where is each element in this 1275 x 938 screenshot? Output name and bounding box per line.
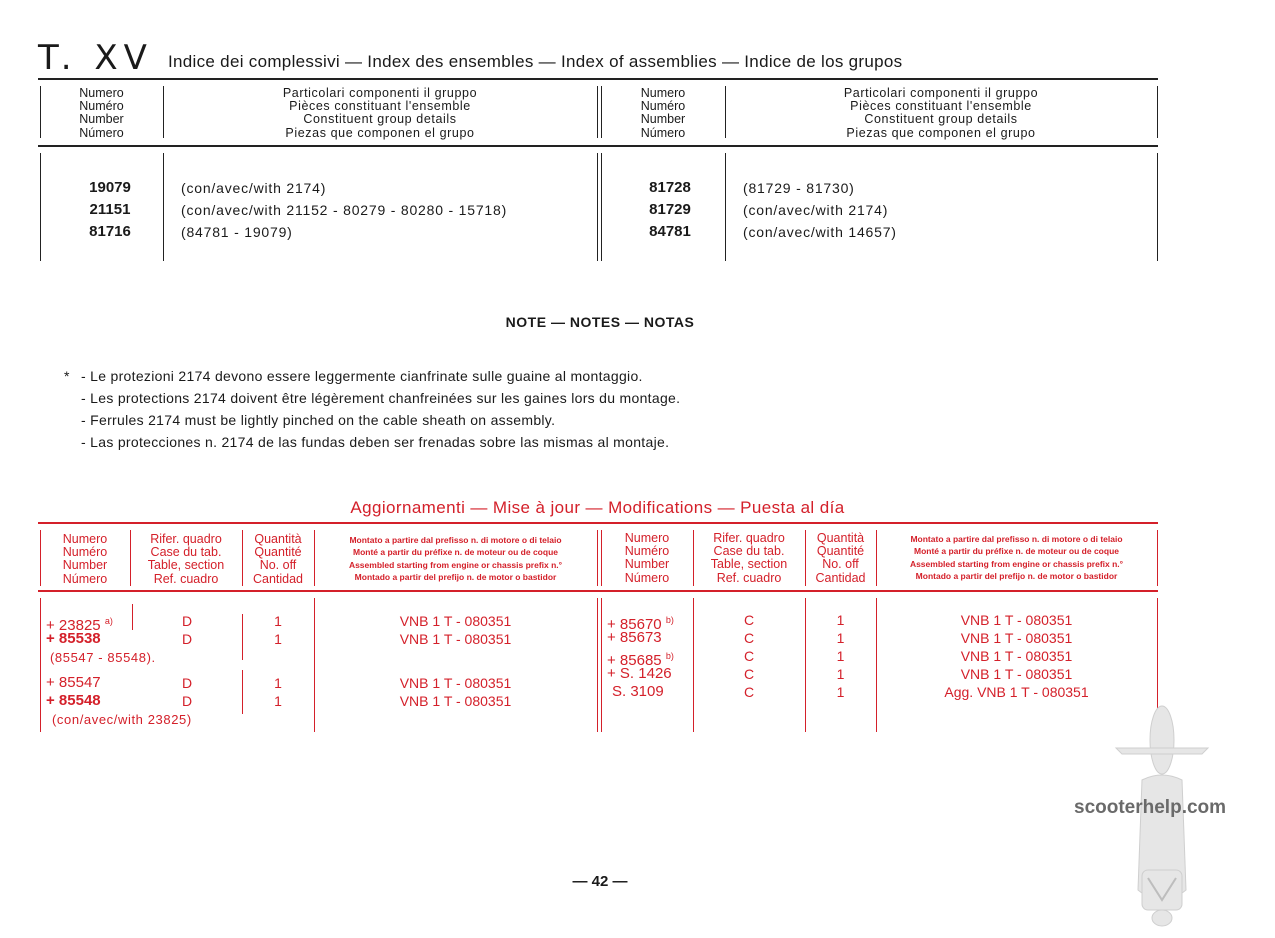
- table-row: + 85685 $^{b)}$: [607, 651, 674, 669]
- header-details-left: Particolari componenti il gruppo Pièces constituant l'ensemble Constituent group details Piezas que componen el grupo: [282, 86, 478, 140]
- table-row: (85547 - 85548).: [50, 650, 156, 665]
- mod-header-number-left: Numero Numéro Number Número: [62, 532, 108, 586]
- table-cell: (con/avec/with 14657): [743, 224, 897, 240]
- header-number-right: Numero Numéro Number Número: [640, 86, 686, 140]
- note-line: - Les protections 2174 doivent être légèrement chanfreinées sur les gaines lors du montage.: [81, 390, 681, 406]
- table-cell: (81729 - 81730): [743, 180, 855, 196]
- table-row: 81729: [649, 201, 691, 218]
- table-cell: 1: [274, 631, 282, 647]
- page-title: Indice dei complessivi — Index des ensembles — Index of assemblies — Indice de los grupos: [168, 52, 903, 71]
- table-cell: VNB 1 T - 080351: [960, 630, 1073, 646]
- table-row: S. 3109: [612, 683, 664, 700]
- table-cell: VNB 1 T - 080351: [399, 613, 512, 629]
- index-left-numbers: [40, 177, 180, 243]
- table-cell: 1: [836, 666, 845, 682]
- table-cell: (con/avec/with 2174): [743, 202, 889, 218]
- table-cell: VNB 1 T - 080351: [960, 648, 1073, 664]
- table-row: + S. 1426: [607, 665, 672, 682]
- table-id: T. XV: [38, 38, 153, 78]
- table-row: + 85538: [46, 630, 101, 647]
- modifications-title: Aggiornamenti — Mise à jour — Modifications — Puesta al día: [350, 498, 845, 517]
- header-number-left: Numero Numéro Number Número: [79, 86, 124, 140]
- table-cell: Agg. VNB 1 T - 080351: [944, 684, 1089, 700]
- mod-header-ref-left: Rifer. quadro Case du tab. Table, section Ref. cuadro: [147, 532, 225, 586]
- table-cell: (84781 - 19079): [181, 224, 293, 240]
- table-row: 84781: [649, 223, 691, 240]
- watermark-text: scooterhelp.com: [1074, 797, 1227, 818]
- index-left-details: [181, 177, 507, 243]
- table-row: 21151: [89, 201, 131, 218]
- table-row: 81716: [89, 223, 131, 240]
- header-details-right: Particolari componenti il gruppo Pièces constituant l'ensemble Constituent group details Piezas que componen el grupo: [843, 86, 1039, 140]
- index-right-numbers: [601, 177, 739, 243]
- table-cell: VNB 1 T - 080351: [399, 631, 512, 647]
- mod-header-number-right: Numero Numéro Number Número: [624, 531, 670, 585]
- table-row: + 23825 $^{a)}$: [46, 616, 113, 634]
- table-cell: 1: [836, 630, 845, 646]
- note-line: - Las protecciones n. 2174 de las fundas deben ser frenadas sobre las mismas al montaje.: [81, 434, 670, 450]
- table-cell: VNB 1 T - 080351: [399, 693, 512, 709]
- table-cell: C: [743, 648, 755, 664]
- table-row: + 85670 $^{b)}$: [607, 615, 674, 633]
- table-cell: D: [181, 693, 193, 709]
- mod-header-ref-right: Rifer. quadro Case du tab. Table, section Ref. cuadro: [710, 531, 788, 585]
- note-line: - Ferrules 2174 must be lightly pinched on the cable sheath on assembly.: [81, 412, 556, 428]
- table-cell: D: [181, 613, 193, 629]
- notes-title: NOTE — NOTES — NOTAS: [505, 314, 695, 330]
- table-cell: C: [743, 630, 755, 646]
- table-cell: 1: [836, 612, 845, 628]
- table-cell: (con/avec/with 2174): [181, 180, 327, 196]
- note-line: - Le protezioni 2174 devono essere leggermente cianfrinate sulle guaine al montaggio.: [81, 368, 643, 384]
- table-cell: VNB 1 T - 080351: [960, 612, 1073, 628]
- modifications-rule: [38, 522, 1158, 524]
- table-row: + 85673: [607, 629, 662, 646]
- table-cell: D: [181, 631, 193, 647]
- table-cell: VNB 1 T - 080351: [399, 675, 512, 691]
- mod-header-qty-left: Quantità Quantité No. off Cantidad: [252, 532, 304, 586]
- table-row: (con/avec/with 23825): [52, 712, 192, 727]
- table-cell: 1: [274, 613, 282, 629]
- table-cell: C: [743, 684, 755, 700]
- title-rule: [38, 78, 1158, 80]
- table-cell: C: [743, 612, 755, 628]
- table-row: 19079: [89, 179, 131, 196]
- table-cell: VNB 1 T - 080351: [960, 666, 1073, 682]
- notes-list: [81, 365, 680, 453]
- table-cell: D: [181, 675, 193, 691]
- table-row: + 85548: [46, 692, 101, 709]
- notes-marker: *: [64, 368, 70, 384]
- table-cell: 1: [274, 675, 282, 691]
- table-cell: C: [743, 666, 755, 682]
- table-cell: 1: [836, 648, 845, 664]
- page-number: — 42 —: [572, 873, 628, 890]
- table-cell: (con/avec/with 21152 - 80279 - 80280 - 15718): [181, 202, 508, 218]
- index-right-details: [743, 177, 897, 243]
- mod-header-qty-right: Quantità Quantité No. off Cantidad: [815, 531, 866, 585]
- mod-header-prefix-right: Montato a partire dal prefisso n. di motore o di telaio Monté a partir du préfixe n. de moteur ou de coque Assembled starting from engine or chassis prefix n.° Montado a partir del prefijo n. de motor o bastidor: [909, 534, 1124, 582]
- table-row: + 85547: [46, 674, 101, 691]
- mod-header-prefix-left: Montato a partire dal prefisso n. di motore o di telaio Monté a partir du préfixe n. de moteur ou de coque Assembled starting from engine or chassis prefix n.° Montado a partir del prefijo n. de motor o bastidor: [348, 535, 563, 583]
- table-cell: 1: [274, 693, 282, 709]
- table-row: 81728: [649, 179, 691, 196]
- table-cell: 1: [836, 684, 845, 700]
